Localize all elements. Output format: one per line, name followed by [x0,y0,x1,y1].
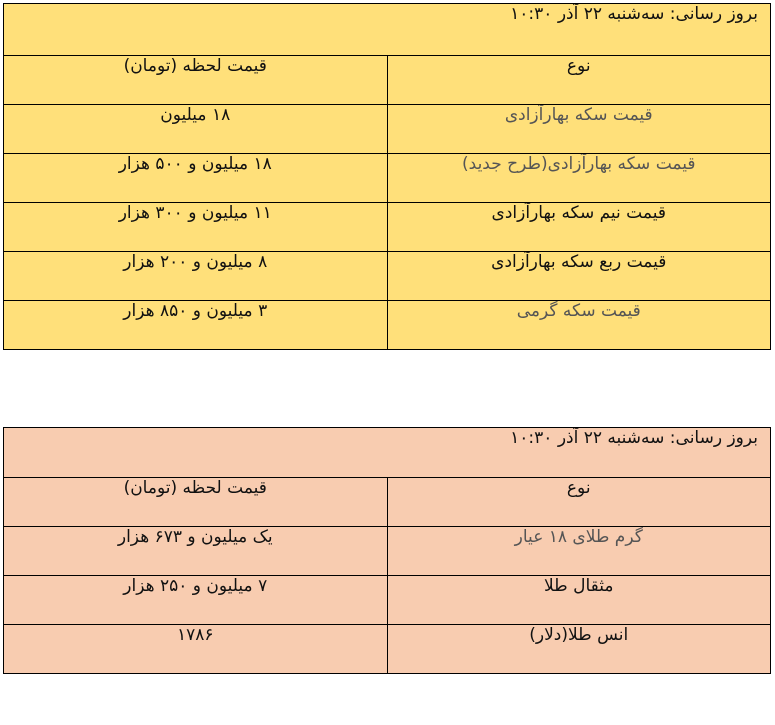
table-row [4,625,771,674]
table-row [4,252,771,301]
table-row [4,154,771,203]
item-price: یک میلیون و ۶۷۳ هزار [4,527,388,576]
item-price: ۱۸ میلیون [4,105,388,154]
table-row [4,105,771,154]
item-type: قیمت ربع سکه بهارآزادی [387,252,771,301]
item-type: انس طلا(دلار) [387,625,771,674]
item-price: ۸ میلیون و ۲۰۰ هزار [4,252,388,301]
update-timestamp: بروز رسانی: سه‌شنبه ۲۲ آذر ۱۰:۳۰ [4,428,771,478]
update-row [4,4,771,56]
item-price: ۱۸ میلیون و ۵۰۰ هزار [4,154,388,203]
coin-price-table [3,3,771,350]
column-header-type: نوع [387,56,771,105]
item-type: گرم طلای ۱۸ عیار [387,527,771,576]
update-row [4,428,771,478]
column-header-price: قیمت لحظه (تومان) [4,478,388,527]
item-price: ۷ میلیون و ۲۵۰ هزار [4,576,388,625]
item-price: ۳ میلیون و ۸۵۰ هزار [4,301,388,350]
column-header-row [4,478,771,527]
table-row [4,576,771,625]
item-type: قیمت سکه بهارآزادی [387,105,771,154]
gold-price-table [3,427,771,674]
item-price: ۱۷۸۶ [4,625,388,674]
table-row [4,203,771,252]
column-header-type: نوع [387,478,771,527]
column-header-row [4,56,771,105]
item-type: قیمت سکه گرمی [387,301,771,350]
item-price: ۱۱ میلیون و ۳۰۰ هزار [4,203,388,252]
update-timestamp: بروز رسانی: سه‌شنبه ۲۲ آذر ۱۰:۳۰ [4,4,771,56]
table-row [4,527,771,576]
item-type: قیمت نیم سکه بهارآزادی [387,203,771,252]
item-type: مثقال طلا [387,576,771,625]
column-header-price: قیمت لحظه (تومان) [4,56,388,105]
table-row [4,301,771,350]
item-type: قیمت سکه بهارآزادی(طرح جدید) [387,154,771,203]
